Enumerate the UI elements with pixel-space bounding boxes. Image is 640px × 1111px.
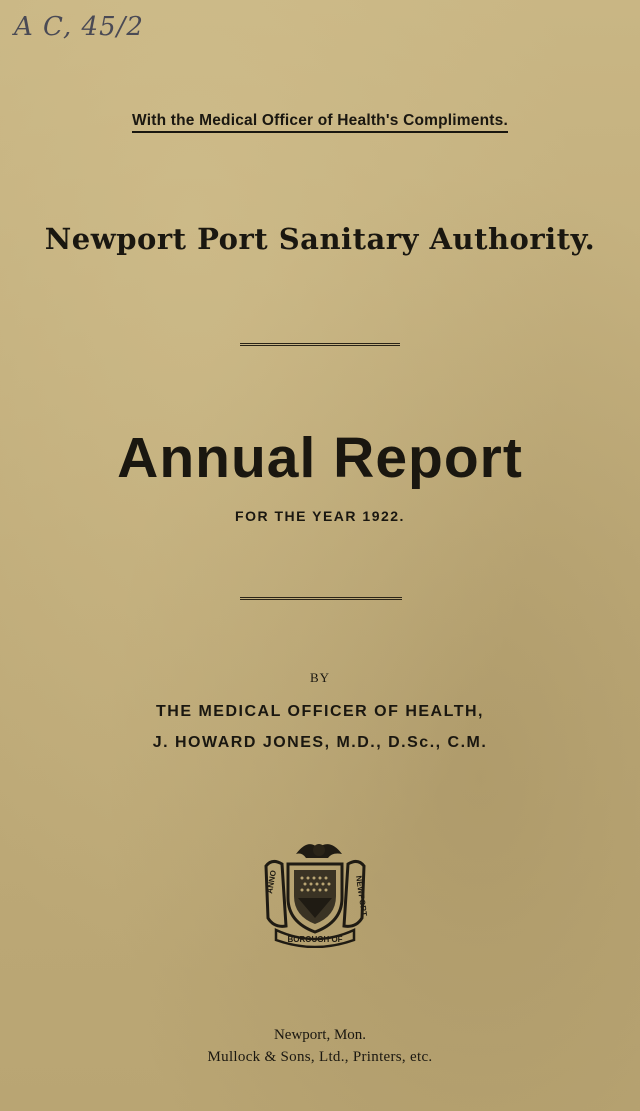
double-rule-bottom	[240, 597, 402, 600]
officer-title: THE MEDICAL OFFICER OF HEALTH,	[156, 703, 484, 720]
by-label: BY	[309, 670, 331, 685]
printer-line: Mullock & Sons, Ltd., Printers, etc.	[207, 1049, 433, 1065]
report-year: FOR THE YEAR 1922.	[235, 508, 405, 524]
author-name: J. HOWARD JONES, M.D., D.Sc., C.M.	[152, 734, 488, 751]
double-rule-top	[240, 343, 400, 346]
seal-inscription-left: ANNO	[265, 869, 279, 895]
borough-crest-icon	[258, 836, 372, 948]
compliments-text: With the Medical Officer of Health's Compliments.	[132, 112, 508, 133]
report-title: Annual Report	[117, 426, 523, 490]
place-of-publication: Newport, Mon.	[273, 1027, 367, 1043]
handwritten-reference: A C, 45/2	[14, 12, 144, 42]
seal-inscription-right: NEWPORT	[354, 875, 369, 917]
seal-inscription-bottom: BOROUGH OF	[287, 935, 343, 944]
compliments-line	[0, 112, 640, 130]
authority-heading: Newport Port Sanitary Authority.	[44, 222, 596, 256]
